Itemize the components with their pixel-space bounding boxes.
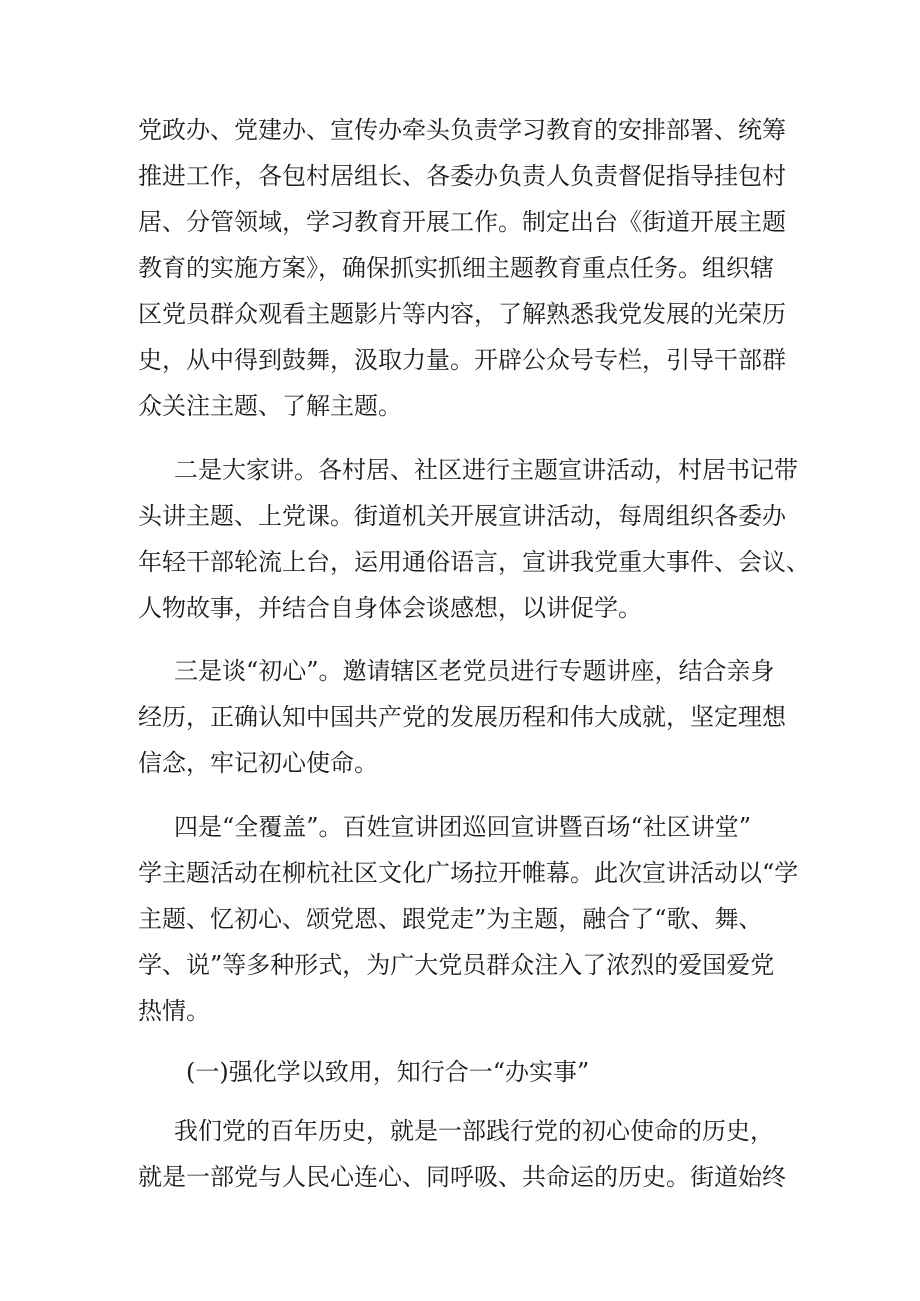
- section-heading: (一)强化学以致用，知行合一“办实事”: [186, 1058, 590, 1086]
- paragraph-line: 二是大家讲。各村居、社区进行主题宣讲活动，村居书记带: [174, 456, 798, 484]
- paragraph-line: 年轻干部轮流上台，运用通俗语言，宣讲我党重大事件、会议、: [138, 548, 810, 576]
- paragraph-line: 三是谈“初心”。邀请辖区老党员进行专题讲座，结合亲身: [174, 657, 775, 685]
- paragraph-line: 党政办、党建办、宣传办牵头负责学习教育的安排部署、统筹: [138, 116, 786, 144]
- paragraph-line: 推进工作，各包村居组长、各委办负责人负责督促指导挂包村: [138, 162, 786, 190]
- paragraph-line: 四是“全覆盖”。百姓宣讲团巡回宣讲暨百场“社区讲堂”: [174, 813, 752, 841]
- paragraph-line: 区党员群众观看主题影片等内容，了解熟悉我党发展的光荣历: [138, 300, 786, 328]
- paragraph-line: 热情。: [138, 997, 210, 1025]
- paragraph-line: 信念，牢记初心使命。: [138, 749, 378, 777]
- paragraph-line: 我们党的百年历史，就是一部践行党的初心使命的历史，: [174, 1117, 774, 1145]
- paragraph-line: 学主题活动在柳杭社区文化广场拉开帷幕。此次宣讲活动以“学: [138, 859, 799, 887]
- paragraph-line: 主题、忆初心、颂党恩、跟党走”为主题，融合了“歌、舞、: [138, 905, 763, 933]
- paragraph-line: 就是一部党与人民心连心、同呼吸、共命运的历史。街道始终: [138, 1163, 786, 1191]
- paragraph-line: 居、分管领域，学习教育开展工作。制定出台《街道开展主题: [138, 208, 786, 236]
- paragraph-line: 教育的实施方案》，确保抓实抓细主题教育重点任务。组织辖: [138, 254, 774, 282]
- paragraph-line: 众关注主题、了解主题。: [138, 392, 402, 420]
- paragraph-line: 经历，正确认知中国共产党的发展历程和伟大成就，坚定理想: [138, 703, 786, 731]
- paragraph-line: 人物故事，并结合自身体会谈感想，以讲促学。: [138, 594, 642, 622]
- paragraph-line: 史，从中得到鼓舞，汲取力量。开辟公众号专栏，引导干部群: [138, 346, 786, 374]
- paragraph-line: 学、说”等多种形式，为广大党员群众注入了浓烈的爱国爱党: [138, 951, 775, 979]
- paragraph-line: 头讲主题、上党课。街道机关开展宣讲活动，每周组织各委办: [138, 502, 786, 530]
